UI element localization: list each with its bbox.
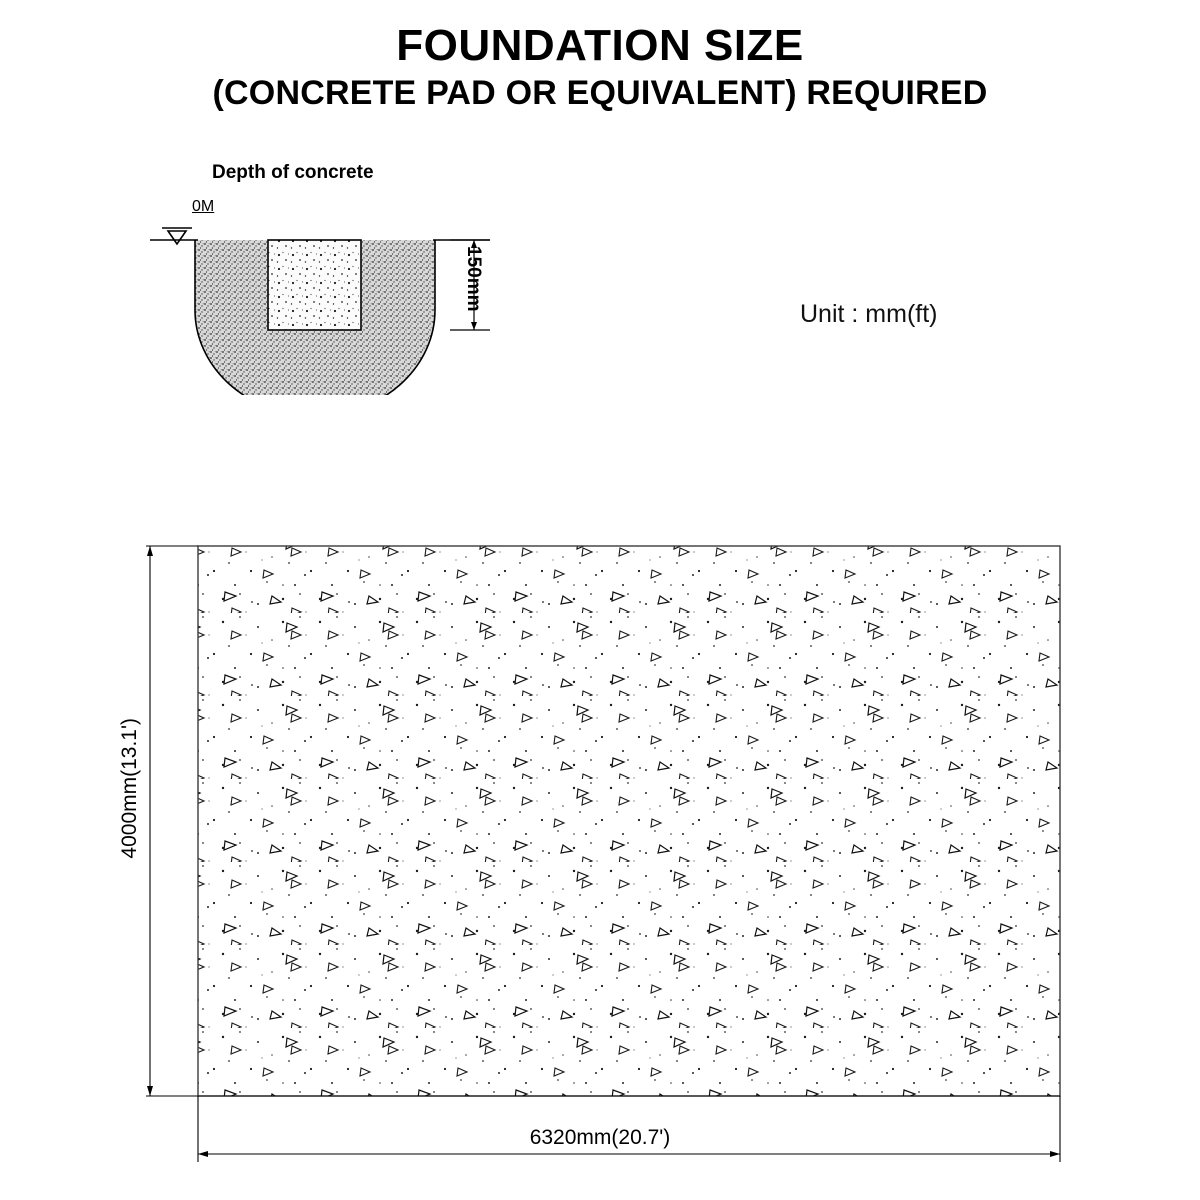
depth-of-concrete-label: Depth of concrete <box>212 162 374 183</box>
unit-label: Unit : mm(ft) <box>800 300 938 328</box>
plan-dim-arrow-up <box>147 546 153 556</box>
ground-level-label: 0M <box>192 198 215 215</box>
depth-dimension-label: 150mm <box>463 246 484 312</box>
ground-level-triangle-icon <box>168 231 186 244</box>
plan-dim-arrow-left <box>198 1151 208 1157</box>
concrete-pad-plan <box>198 546 1060 1096</box>
title-line-1: FOUNDATION SIZE <box>396 21 804 70</box>
plan-dim-arrow-right <box>1050 1151 1060 1157</box>
height-dimension-label: 4000mm(13.1') <box>118 718 141 859</box>
foundation-plan-diagram <box>120 530 1080 1180</box>
width-dimension-label: 6320mm(20.7') <box>529 1126 671 1149</box>
dim-arrow-bottom <box>471 322 477 330</box>
concrete-pad-section <box>268 240 361 330</box>
plan-dim-arrow-down <box>147 1086 153 1096</box>
page-title <box>0 22 1200 113</box>
title-line-2: (CONCRETE PAD OR EQUIVALENT) REQUIRED <box>212 73 988 112</box>
